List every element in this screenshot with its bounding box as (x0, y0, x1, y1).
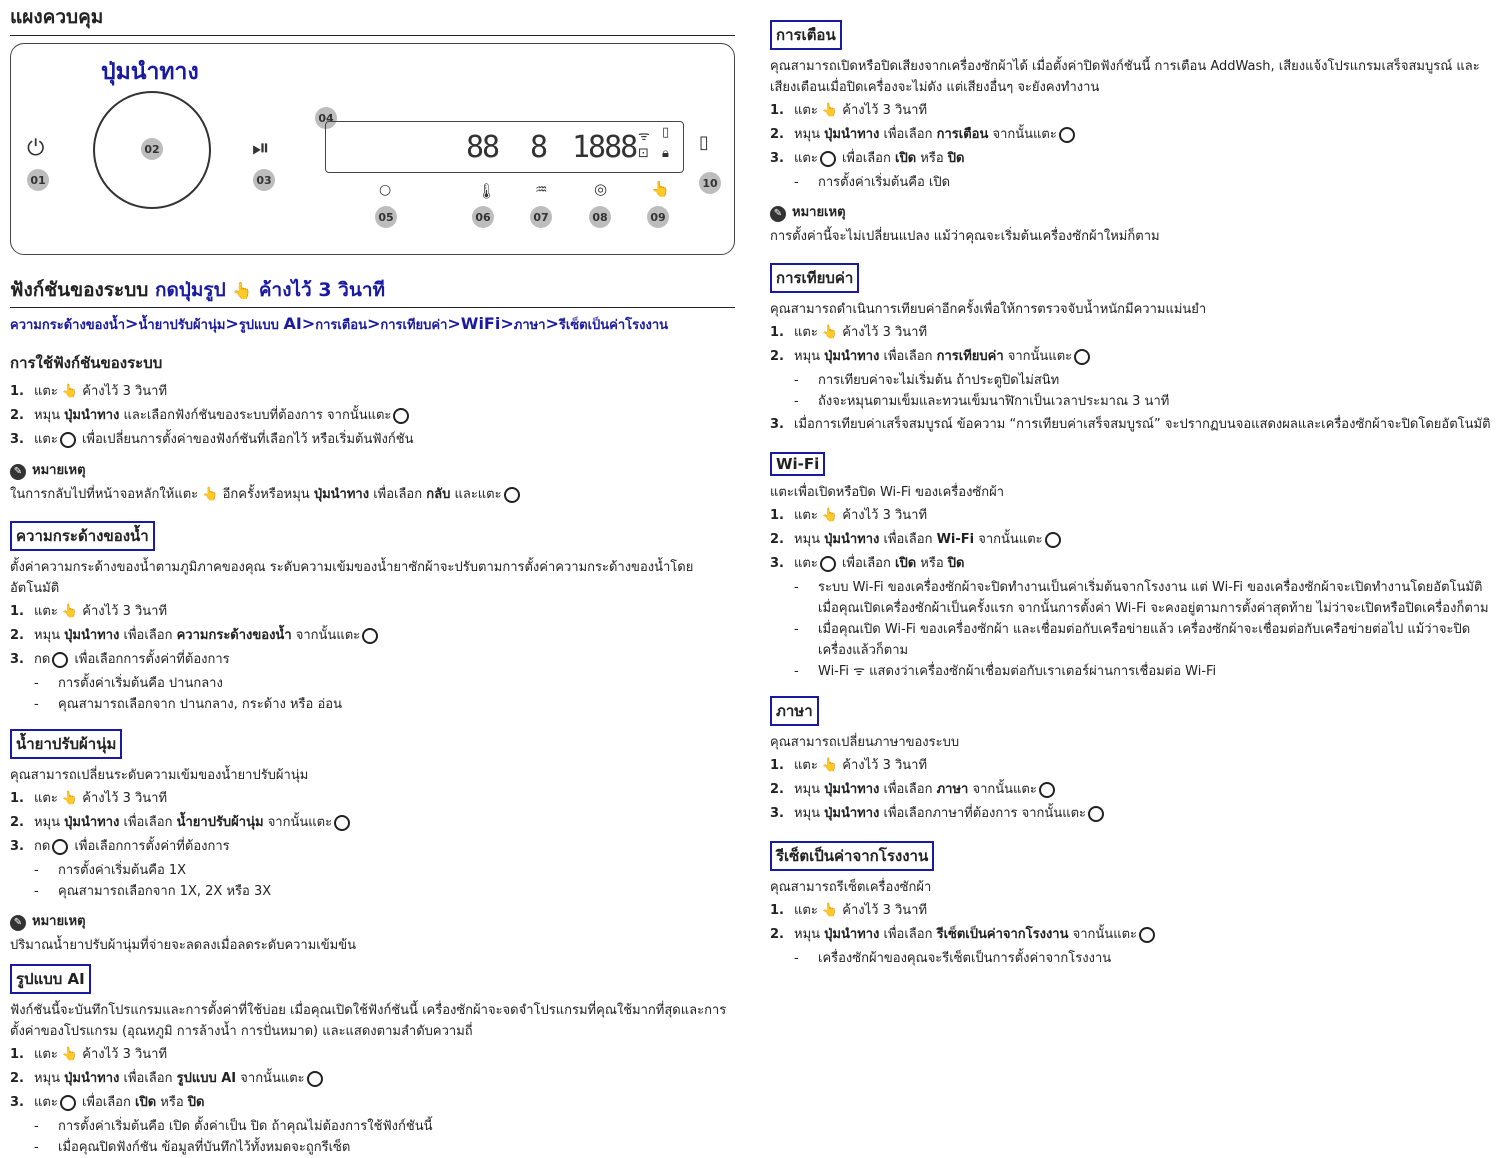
note-heading: ✎ หมายเหตุ (10, 910, 735, 931)
bullet: - ถังจะหมุนตามเข็มและทวนเข็มนาฬิกาเป็นเวลาประมาณ 3 นาที (794, 394, 1170, 409)
bullet: - การเทียบค่าจะไม่เริ่มต้น ถ้าประตูปิดไม่สนิท (794, 373, 1060, 388)
step: 3. แตะ เพื่อเลือก เปิด หรือ ปิด (770, 151, 965, 166)
circle-button-icon (504, 487, 520, 503)
badge-02: 02 (141, 138, 163, 160)
step-text: แตะ เพื่อเปลี่ยนการตั้งค่าของฟังก์ชันที่เลือกไว้ หรือเริ่มต้นฟังก์ชัน (34, 432, 414, 447)
step: 2. หมุน ปุ่มนำทาง เพื่อเลือก น้ำยาปรับผ้านุ่ม จากนั้นแตะ (10, 812, 735, 834)
softener-title: น้ำยาปรับผ้านุ่ม (10, 729, 122, 759)
step: 3. หมุน ปุ่มนำทาง เพื่อเลือกภาษาที่ต้องการ จากนั้นแตะ (770, 803, 1498, 825)
badge-05: 05 (375, 206, 397, 228)
hand-icon: 👆 (232, 281, 253, 300)
path-segment: ความกระด้างของน้ำ (10, 318, 126, 333)
note-heading: ✎ หมายเหตุ (10, 459, 735, 480)
step: 2. หมุน ปุ่มนำทาง และเลือกฟังก์ชันของระบบที่ต้องการ จากนั้นแตะ (10, 405, 735, 427)
lock-icon: 🔒︎ (662, 146, 669, 161)
language-desc: คุณสามารถเปลี่ยนภาษาของระบบ (770, 735, 960, 750)
path-segment: > (125, 314, 139, 333)
circle-button-icon (393, 408, 409, 424)
functions-heading (10, 275, 735, 305)
hand-hold-icon: 👆 (651, 180, 670, 198)
reset-title: รีเซ็ตเป็นค่าจากโรงงาน (770, 841, 934, 871)
reset-desc: คุณสามารถรีเซ็ตเครื่องซักผ้า (770, 880, 932, 895)
note-text: การตั้งค่านี้จะไม่เปลี่ยนแปลง แม้ว่าคุณจะเริ่มต้นเครื่องซักผ้าใหม่ก็ตาม (770, 229, 1160, 244)
step: 2. หมุน ปุ่มนำทาง เพื่อเลือก ความกระด้างของน้ำ จากนั้นแตะ (10, 625, 735, 647)
step: 3. แตะ เพื่อเลือก เปิด หรือ ปิด (770, 556, 965, 571)
circle-button-icon (1074, 349, 1090, 365)
step: 1. แตะ 👆 ค้างไว้ 3 วินาที (10, 1047, 168, 1062)
circle-button-icon (60, 1095, 76, 1111)
circle-button-icon (307, 1071, 323, 1087)
note-heading: ✎ หมายเหตุ (770, 201, 1498, 222)
bullet: - ระบบ Wi-Fi ของเครื่องซักผ้าจะปิดทำงานเป็นค่าเริ่มต้นจากโรงงาน แต่ Wi-Fi ของเครื่องซักผ้าจะเปิดทำงานโดยอัตโนมัติเมื่อคุณเปิดเครื่องซักผ้าเป็นครั้งแรก จากนั้นการตั้งค่า Wi-Fi จะคงอยู่ตามการตั้งค่าสุดท้าย ไม่ว่าจะเปิดหรือปิดเครื่องก็ตาม (794, 580, 1489, 616)
path-segment: > (366, 314, 381, 333)
badge-01: 01 (27, 169, 49, 191)
step: 2. หมุน ปุ่มนำทาง เพื่อเลือก Wi-Fi จากนั้นแตะ (770, 529, 1498, 551)
path-segment: >WiFi> (447, 314, 514, 333)
use-title: การใช้ฟังก์ชันของระบบ (10, 354, 163, 372)
step: 1. แตะ 👆 ค้างไว้ 3 วินาที (10, 381, 735, 403)
circle-button-icon (1045, 532, 1061, 548)
circle-button-icon (362, 628, 378, 644)
hardness-desc: ตั้งค่าความกระด้างของน้ำตามภูมิภาคของคุณ ระดับความเข้มของน้ำยาซักผ้าจะปรับตามการตั้งค่าความกระด้างของน้ำโดยอัตโนมัติ (10, 560, 694, 596)
step: 1. แตะ 👆 ค้างไว้ 3 วินาที (10, 791, 168, 806)
path-segment: > (225, 314, 239, 333)
step-text: แตะ 👆 ค้างไว้ 3 วินาที (34, 384, 168, 399)
step: 3. แตะ เพื่อเปลี่ยนการตั้งค่าของฟังก์ชันที่เลือกไว้ หรือเริ่มต้นฟังก์ชัน (10, 429, 735, 451)
calibration-desc: คุณสามารถดำเนินการเทียบค่าอีกครั้งเพื่อให้การตรวจจับน้ำหนักมีความแม่นยำ (770, 302, 1207, 317)
small-circle-icon: ○ (379, 182, 392, 198)
right-column (770, 0, 1498, 969)
step: 2. หมุน ปุ่มนำทาง เพื่อเลือก การเตือน จากนั้นแตะ (770, 124, 1498, 146)
circle-button-icon (820, 556, 836, 572)
spin-icon: ◎ (594, 180, 608, 198)
badge-10: 10 (699, 172, 721, 194)
step: 1. แตะ 👆 ค้างไว้ 3 วินาที (770, 103, 928, 118)
circle-button-icon (1139, 927, 1155, 943)
circle-button-icon (52, 839, 68, 855)
badge-08: 08 (589, 206, 611, 228)
functions-title-blue: กดปุ่มรูป (154, 279, 226, 301)
step: 3. กด เพื่อเลือกการตั้งค่าที่ต้องการ (10, 839, 230, 854)
path-segment: รีเซ็ตเป็นค่าโรงงาน (558, 318, 669, 333)
step: 1. แตะ 👆 ค้างไว้ 3 วินาที (10, 604, 168, 619)
path-segment: น้ำยาปรับผ้านุ่ม (138, 318, 226, 333)
softener-desc: คุณสามารถเปลี่ยนระดับความเข้มของน้ำยาปรับผ้านุ่ม (10, 768, 309, 783)
badge-07: 07 (530, 206, 552, 228)
step: 2. หมุน ปุ่มนำทาง เพื่อเลือก การเทียบค่า จากนั้นแตะ (770, 346, 1498, 368)
circle-button-icon (52, 652, 68, 668)
bullet: - Wi-Fi ᯤ แสดงว่าเครื่องซักผ้าเชื่อมต่อกับเราเตอร์ผ่านการเชื่อมต่อ Wi-Fi (794, 664, 1217, 679)
play-pause-icon: ⏯ (252, 136, 270, 161)
ai-title: รูปแบบ AI (10, 964, 91, 994)
left-column (10, 0, 735, 1158)
nav-button-label: ปุ่มนำทาง (101, 59, 199, 85)
download-icon: ⊡ (638, 146, 649, 161)
panel-title: แผงควบคุม (10, 6, 104, 28)
function-path (10, 307, 735, 335)
language-title: ภาษา (770, 696, 819, 726)
note-text: ปริมาณน้ำยาปรับผ้านุ่มที่จ่ายจะลดลงเมื่อลดระดับความเข้มข้น (10, 938, 356, 953)
path-segment: รูปแบบ (238, 318, 284, 333)
circle-button-icon (1059, 127, 1075, 143)
functions-title-hold: ค้างไว้ 3 วินาที (258, 279, 386, 301)
alert-desc: คุณสามารถเปิดหรือปิดเสียงจากเครื่องซักผ้าได้ เมื่อตั้งค่าปิดฟังก์ชันนี้ การเตือน AddWash, เสียงแจ้งโปรแกรมเสร็จสมบูรณ์ และเสียงเตือนเมื่อปิดเครื่องจะไม่ดัง แต่เสียงอื่นๆ จะยังคงทำงาน (770, 59, 1480, 95)
step: 2. หมุน ปุ่มนำทาง เพื่อเลือก รูปแบบ AI จากนั้นแตะ (10, 1068, 735, 1090)
note-text: ในการกลับไปที่หน้าจอหลักให้แตะ 👆 อีกครั้งหรือหมุน ปุ่มนำทาง เพื่อเลือก กลับ และแตะ (10, 484, 735, 505)
badge-04: 04 (315, 107, 337, 129)
wifi-desc: แตะเพื่อเปิดหรือปิด Wi-Fi ของเครื่องซักผ้า (770, 485, 1005, 500)
display-digits-c: 1888 (572, 130, 637, 165)
note-icon: ✎ (770, 206, 786, 222)
ai-desc: ฟังก์ชันนี้จะบันทึกโปรแกรมและการตั้งค่าที่ใช้บ่อย เมื่อคุณเปิดใช้ฟังก์ชันนี้ เครื่องซักผ้าจะจดจำโปรแกรมที่คุณใช้มากที่สุดและการตั้งค่าของโปรแกรม (อุณหภูมิ การล้างน้ำ การปั่นหมาด) และแสดงตามลำดับความถี่ (10, 1003, 727, 1039)
bullet: - การตั้งค่าเริ่มต้นคือ ปานกลาง (34, 676, 223, 691)
bullet: - คุณสามารถเลือกจาก 1X, 2X หรือ 3X (34, 884, 272, 899)
alert-title: การเตือน (770, 20, 842, 50)
bullet: - เมื่อคุณปิดฟังก์ชัน ข้อมูลที่บันทึกไว้ทั้งหมดจะถูกรีเซ็ต (34, 1140, 351, 1155)
step: 1. แตะ 👆 ค้างไว้ 3 วินาที (770, 758, 928, 773)
badge-03: 03 (253, 169, 275, 191)
path-segment: การเตือน (315, 318, 367, 333)
rinse-icon: ♒ (535, 182, 548, 198)
bullet: - คุณสามารถเลือกจาก ปานกลาง, กระด้าง หรือ อ่อน (34, 697, 342, 712)
note-icon: ✎ (10, 915, 26, 931)
path-segment: > (545, 314, 559, 333)
step: 3. กด เพื่อเลือกการตั้งค่าที่ต้องการ (10, 652, 230, 667)
wifi-icon: ᯤ (638, 129, 650, 144)
display-digits-b: 8 (530, 130, 547, 165)
step: 1. แตะ 👆 ค้างไว้ 3 วินาที (770, 508, 928, 523)
bullet: - การตั้งค่าเริ่มต้นคือ เปิด (794, 175, 951, 190)
step: 1. แตะ 👆 ค้างไว้ 3 วินาที (770, 903, 928, 918)
hardness-title: ความกระด้างของน้ำ (10, 521, 155, 551)
calibration-title: การเทียบค่า (770, 263, 859, 293)
step: 3. เมื่อการเทียบค่าเสร็จสมบูรณ์ ข้อความ “การเทียบค่าเสร็จสมบูรณ์” จะปรากฏบนจอแสดงผลและเครื่องซักผ้าจะปิดโดยอัตโนมัติ (770, 417, 1491, 432)
path-segment: AI> (283, 314, 316, 333)
badge-06: 06 (472, 206, 494, 228)
divider (10, 35, 735, 36)
path-segment: ภาษา (513, 318, 546, 333)
circle-button-icon (334, 815, 350, 831)
remote-icon: ▯ (662, 125, 670, 140)
control-panel-diagram (10, 43, 735, 255)
bullet: - เมื่อคุณเปิด Wi-Fi ของเครื่องซักผ้า และเชื่อมต่อกับเครือข่ายแล้ว เครื่องซักผ้าจะเชื่อมต่อกับเครือข่ายต่อไป แม้ว่าจะปิดเครื่องแล้วก็ตาม (794, 622, 1471, 658)
circle-button-icon (1088, 806, 1104, 822)
path-segment: การเทียบค่า (380, 318, 448, 333)
step: 3. แตะ เพื่อเลือก เปิด หรือ ปิด (10, 1095, 205, 1110)
note-icon: ✎ (10, 464, 26, 480)
display-screen (325, 121, 684, 173)
wifi-title: Wi-Fi (770, 452, 825, 476)
step: 1. แตะ 👆 ค้างไว้ 3 วินาที (770, 325, 928, 340)
step-text: หมุน ปุ่มนำทาง และเลือกฟังก์ชันของระบบที่ต้องการ จากนั้นแตะ (34, 405, 411, 427)
badge-09: 09 (647, 206, 669, 228)
step: 2. หมุน ปุ่มนำทาง เพื่อเลือก ภาษา จากนั้นแตะ (770, 779, 1498, 801)
remote-control-icon: ▯ (699, 132, 709, 153)
step: 2. หมุน ปุ่มนำทาง เพื่อเลือก รีเซ็ตเป็นค่าจากโรงงาน จากนั้นแตะ (770, 924, 1498, 946)
bullet: - เครื่องซักผ้าของคุณจะรีเซ็ตเป็นการตั้งค่าจากโรงงาน (794, 951, 1112, 966)
circle-button-icon (820, 151, 836, 167)
bullet: - การตั้งค่าเริ่มต้นคือ 1X (34, 863, 187, 878)
circle-button-icon (1039, 782, 1055, 798)
circle-button-icon (60, 432, 76, 448)
power-icon: ⏻ (27, 136, 45, 161)
bullet: - การตั้งค่าเริ่มต้นคือ เปิด ตั้งค่าเป็น ปิด ถ้าคุณไม่ต้องการใช้ฟังก์ชันนี้ (34, 1119, 433, 1134)
display-digits-a: 88 (466, 130, 499, 165)
functions-title: ฟังก์ชันของระบบ (10, 279, 155, 301)
thermometer-icon: 🌡︎ (477, 182, 497, 200)
